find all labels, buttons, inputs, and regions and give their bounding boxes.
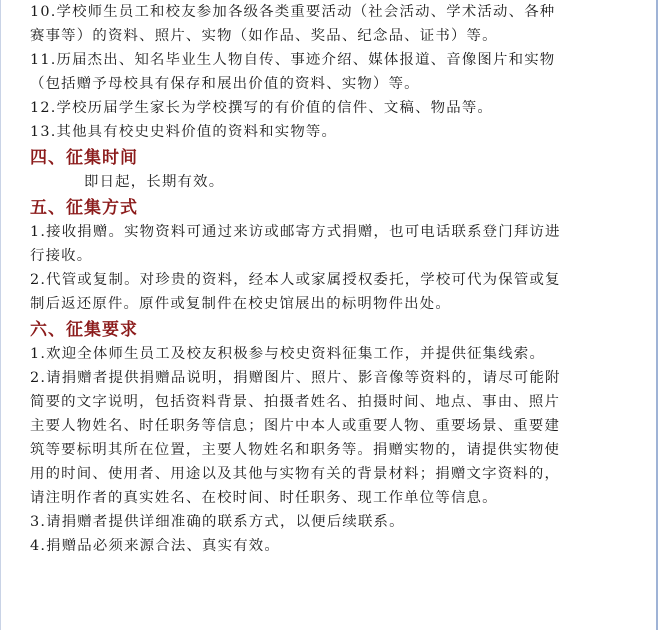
text-line: 1.欢迎全体师生员工及校友积极参与校史资料征集工作，并提供征集线索。 xyxy=(30,346,546,362)
text-line: 1.接收捐赠。实物资料可通过来访或邮寄方式捐赠，也可电话联系登门拜访进 xyxy=(30,224,561,240)
text-line: 12.学校历届学生家长为学校撰写的有价值的信件、文稿、物品等。 xyxy=(30,100,494,116)
document-body xyxy=(30,0,642,558)
section-heading-requirements: 六、征集要求 xyxy=(30,320,138,340)
text-line: 用的时间、使用者、用途以及其他与实物有关的背景材料；捐赠文字资料的， xyxy=(30,466,561,482)
text-line: 请注明作者的真实姓名、在校时间、时任职务、现工作单位等信息。 xyxy=(30,490,498,506)
section-heading-time: 四、征集时间 xyxy=(30,148,138,168)
method-item-2 xyxy=(30,268,642,316)
text-line: 主要人物姓名、时任职务等信息；图片中本人或重要人物、重要场景、重要建 xyxy=(30,418,561,434)
list-item-10 xyxy=(30,0,642,48)
section-time-text: 即日起，长期有效。 xyxy=(84,174,225,190)
text-line: 制后返还原件。原件或复制件在校史馆展出的标明物件出处。 xyxy=(30,296,451,312)
text-line: 行接收。 xyxy=(30,248,93,264)
list-item-11 xyxy=(30,48,642,96)
text-line: 筑等要标明其所在位置，主要人物姓名和职务等。捐赠实物的，请提供实物使 xyxy=(30,442,561,458)
requirement-item-3 xyxy=(30,510,642,534)
text-line: 13.其他具有校史史料价值的资料和实物等。 xyxy=(30,124,338,140)
requirement-item-1 xyxy=(30,342,642,366)
text-line: 2.请捐赠者提供捐赠品说明，捐赠图片、照片、影音像等资料的，请尽可能附 xyxy=(30,370,561,386)
requirement-item-2 xyxy=(30,366,642,510)
list-item-13 xyxy=(30,120,642,144)
text-line: 简要的文字说明，包括资料背景、拍摄者姓名、拍摄时间、地点、事由、照片 xyxy=(30,394,561,410)
section-heading-method: 五、征集方式 xyxy=(30,198,138,218)
text-line: 4.捐赠品必须来源合法、真实有效。 xyxy=(30,538,280,554)
text-line: 赛事等）的资料、照片、实物（如作品、奖品、纪念品、证书）等。 xyxy=(30,28,498,44)
text-line: 2.代管或复制。对珍贵的资料，经本人或家属授权委托，学校可代为保管或复 xyxy=(30,272,561,288)
text-line: 10.学校师生员工和校友参加各级各类重要活动（社会活动、学术活动、各种 xyxy=(30,4,556,20)
text-line: （包括赠予母校具有保存和展出价值的资料、实物）等。 xyxy=(30,76,420,92)
method-item-1 xyxy=(30,220,642,268)
text-line: 3.请捐赠者提供详细准确的联系方式，以便后续联系。 xyxy=(30,514,405,530)
text-line: 11.历届杰出、知名毕业生人物自传、事迹介绍、媒体报道、音像图片和实物 xyxy=(30,52,556,68)
list-item-12 xyxy=(30,96,642,120)
requirement-item-4 xyxy=(30,534,642,558)
